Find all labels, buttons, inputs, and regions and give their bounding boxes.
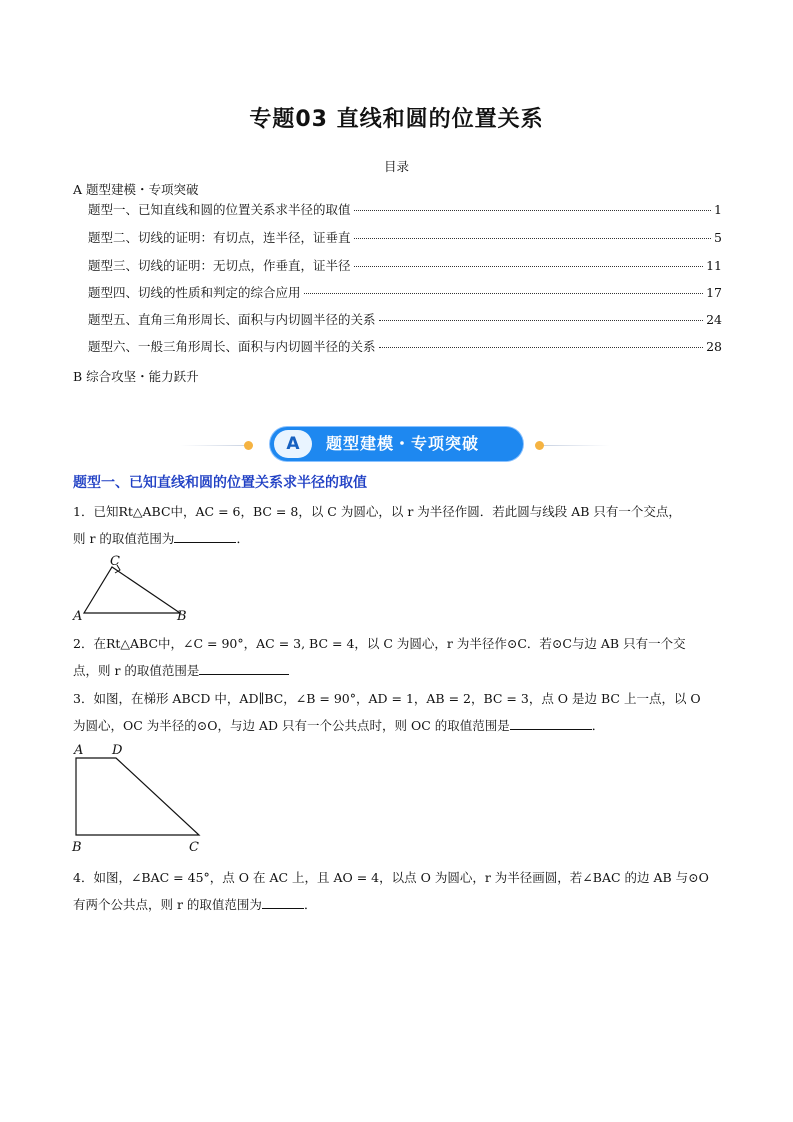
label-C: C bbox=[189, 840, 199, 854]
question-3-prompt: 为圆心，OC 为半径的⊙O，与边 AD 只有一个公共点时，则 OC 的取值范围是 bbox=[73, 718, 510, 733]
section-banner bbox=[180, 426, 610, 464]
label-A: A bbox=[74, 743, 84, 758]
answer-blank-1[interactable] bbox=[174, 530, 236, 543]
document-title: 专题03 直线和圆的位置关系 bbox=[249, 107, 544, 132]
triangle-figure bbox=[70, 552, 195, 624]
toc-leader-dots bbox=[354, 266, 704, 267]
toc-item[interactable] bbox=[88, 256, 722, 274]
question-1-line-2 bbox=[73, 529, 723, 547]
banner-text: 题型建模・专项突破 bbox=[326, 434, 480, 453]
toc-leader-dots bbox=[304, 293, 704, 294]
type-one-title: 题型一、已知直线和圆的位置关系求半径的取值 bbox=[73, 475, 367, 491]
toc-item-page: 28 bbox=[706, 339, 722, 354]
question-2-prompt: 点，则 r 的取值范围是 bbox=[73, 663, 200, 678]
label-C: C bbox=[110, 554, 120, 569]
toc-leader-dots bbox=[354, 210, 712, 211]
toc-leader-dots bbox=[354, 238, 712, 239]
trapezoid-figure bbox=[68, 738, 208, 854]
toc-item-page: 1 bbox=[714, 202, 722, 217]
toc-item-page: 11 bbox=[706, 258, 722, 273]
banner-dot-left bbox=[244, 441, 253, 450]
answer-blank-2[interactable] bbox=[199, 662, 289, 675]
label-B: B bbox=[72, 840, 82, 854]
toc-item-page: 24 bbox=[706, 312, 722, 327]
question-2-line-1: 2．在Rt△ABC中，∠C = 90°，AC = 3, BC = 4，以 C 为圆心，r 为半径作⊙C．若⊙C与边 AB 只有一个交 bbox=[73, 636, 686, 651]
trapezoid-shape bbox=[76, 758, 199, 835]
toc-section-a: A 题型建模・专项突破 bbox=[73, 182, 199, 197]
toc-item-label: 题型六、一般三角形周长、面积与内切圆半径的关系 bbox=[88, 339, 376, 354]
banner-letter: A bbox=[274, 430, 312, 458]
triangle-shape bbox=[84, 567, 180, 613]
question-1-prompt: 则 r 的取值范围为 bbox=[73, 531, 175, 546]
toc-item-page: 5 bbox=[714, 230, 722, 245]
banner-line-right bbox=[542, 445, 610, 446]
toc-item[interactable] bbox=[88, 337, 722, 355]
question-1-end: ． bbox=[236, 531, 249, 546]
toc-item[interactable] bbox=[88, 200, 722, 218]
toc-item-page: 17 bbox=[706, 285, 722, 300]
banner-dot-right bbox=[535, 441, 544, 450]
toc-item-label: 题型五、直角三角形周长、面积与内切圆半径的关系 bbox=[88, 312, 376, 327]
question-4-line-1: 4．如图，∠BAC = 45°，点 O 在 AC 上，且 AO = 4，以点 O 为圆心，r 为半径画圆，若∠BAC 的边 AB 与⊙O bbox=[73, 870, 709, 885]
banner-pill bbox=[270, 427, 523, 461]
label-B: B bbox=[177, 609, 187, 624]
toc-item-label: 题型三、切线的证明：无切点，作垂直，证半径 bbox=[88, 258, 351, 273]
toc-item[interactable] bbox=[88, 283, 722, 301]
toc-leader-dots bbox=[379, 347, 704, 348]
question-4-line-2 bbox=[73, 895, 723, 913]
toc-item-label: 题型一、已知直线和圆的位置关系求半径的取值 bbox=[88, 202, 351, 217]
question-4-prompt: 有两个公共点，则 r 的取值范围为 bbox=[73, 897, 262, 912]
question-3-end: ． bbox=[591, 718, 605, 733]
toc-item[interactable] bbox=[88, 310, 722, 328]
toc-item-label: 题型四、切线的性质和判定的综合应用 bbox=[88, 285, 301, 300]
toc-heading: 目录 bbox=[383, 159, 409, 174]
toc-item[interactable] bbox=[88, 228, 722, 246]
toc-section-b: B 综合攻坚・能力跃升 bbox=[73, 369, 199, 384]
answer-blank-4[interactable] bbox=[262, 896, 304, 909]
question-2-line-2 bbox=[73, 661, 723, 679]
question-3-line-2 bbox=[73, 716, 723, 734]
toc-item-label: 题型二、切线的证明：有切点，连半径，证垂直 bbox=[88, 230, 351, 245]
answer-blank-3[interactable] bbox=[510, 717, 592, 730]
banner-line-left bbox=[180, 445, 248, 446]
label-D: D bbox=[112, 743, 123, 758]
question-4-end: ． bbox=[303, 897, 317, 912]
question-3-line-1: 3．如图，在梯形 ABCD 中，AD∥BC，∠B = 90°，AD = 1，AB = 2，BC = 3，点 O 是边 BC 上一点，以 O bbox=[73, 691, 701, 706]
toc-leader-dots bbox=[379, 320, 704, 321]
label-A: A bbox=[73, 609, 83, 624]
question-1-line-1: 1．已知Rt△ABC中，AC = 6，BC = 8，以 C 为圆心，以 r 为半径作圆．若此圆与线段 AB 只有一个交点， bbox=[73, 504, 681, 519]
